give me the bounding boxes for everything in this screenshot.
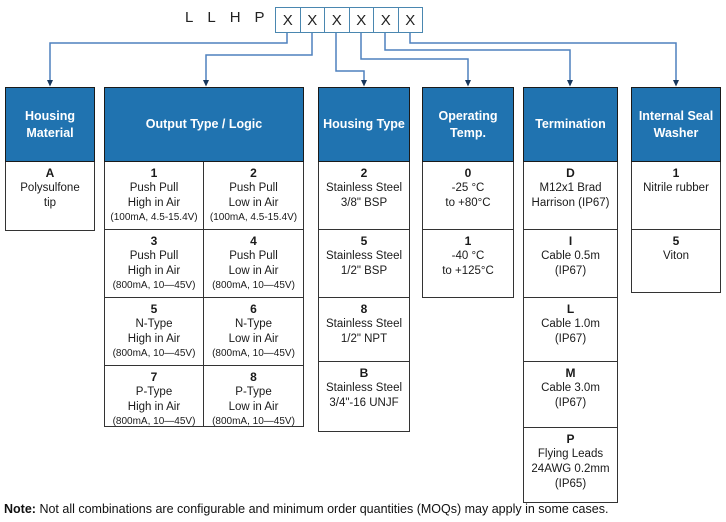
option-line: (800mA, 10—45V) xyxy=(212,348,295,359)
option-cell-I xyxy=(523,230,618,298)
prefix-letter: P xyxy=(254,9,265,26)
connector-lines xyxy=(0,0,726,90)
option-line: P-Type xyxy=(235,386,272,398)
option-line: High in Air xyxy=(127,197,181,209)
placeholder-box: X xyxy=(398,8,423,32)
option-cell-L xyxy=(523,298,618,362)
column-header-housing-type: Housing Type xyxy=(318,87,410,162)
option-cell-P xyxy=(523,428,618,503)
option-line: (100mA, 4.5-15.4V) xyxy=(209,212,298,223)
prefix-letter: L xyxy=(207,9,216,26)
option-line: 1/2" BSP xyxy=(340,265,388,277)
option-cell-5 xyxy=(631,230,721,293)
option-cell-6 xyxy=(204,298,304,366)
column-operating-temp xyxy=(422,87,514,298)
option-code: 1 xyxy=(464,234,472,248)
option-line: Stainless Steel xyxy=(325,250,403,262)
connector-box4-to-operating-temp xyxy=(361,33,468,80)
option-code: 1 xyxy=(672,166,680,180)
option-line: N-Type xyxy=(234,318,273,330)
option-line: Low in Air xyxy=(228,333,279,345)
option-cell-8 xyxy=(318,298,410,362)
option-line: Push Pull xyxy=(229,182,278,194)
option-code: L xyxy=(566,302,575,316)
option-cell-1 xyxy=(631,162,721,230)
column-housing-material xyxy=(5,87,95,231)
placeholder-box: X xyxy=(324,8,349,32)
option-line: Stainless Steel xyxy=(325,318,403,330)
option-row xyxy=(104,162,304,230)
option-code: 2 xyxy=(250,166,257,180)
option-line: Flying Leads xyxy=(537,448,604,460)
option-line: Low in Air xyxy=(228,197,279,209)
option-row xyxy=(104,366,304,427)
placeholder-box: X xyxy=(282,11,293,29)
option-line: M12x1 Brad xyxy=(539,182,602,194)
option-code: 2 xyxy=(360,166,368,180)
option-cell-2 xyxy=(204,162,304,230)
connector-box2-to-output-type xyxy=(206,33,312,80)
option-line: Push Pull xyxy=(129,182,179,194)
option-cell-A xyxy=(5,162,95,231)
option-line: Viton xyxy=(662,250,689,262)
option-code: M xyxy=(565,366,576,380)
option-line: -25 °C xyxy=(451,182,485,194)
column-header-operating-temp: Operating Temp. xyxy=(422,87,514,162)
option-line: (800mA, 10—45V) xyxy=(112,416,196,427)
option-cell-8 xyxy=(204,366,304,427)
column-header-output-type-logic: Output Type / Logic xyxy=(104,87,304,162)
footnote xyxy=(4,502,608,516)
option-cell-5 xyxy=(104,298,204,366)
option-line: Cable 0.5m xyxy=(541,250,600,262)
option-line: (IP67) xyxy=(554,397,587,409)
option-line: 24AWG 0.2mm xyxy=(531,463,610,475)
footnote-text: Not all combinations are configurable and minimum order quantities (MOQs) may apply in some cases. xyxy=(39,502,609,516)
option-cell-M xyxy=(523,362,618,428)
option-line: Nitrile rubber xyxy=(643,182,709,194)
option-line: High in Air xyxy=(127,401,181,413)
option-code: 7 xyxy=(150,370,158,384)
option-row xyxy=(104,230,304,298)
option-code: P xyxy=(566,432,575,446)
option-line: Harrison (IP67) xyxy=(531,197,610,209)
option-cell-1 xyxy=(422,230,514,298)
option-line: Low in Air xyxy=(228,401,279,413)
option-cell-0 xyxy=(422,162,514,230)
option-line: High in Air xyxy=(127,265,181,277)
option-cell-1 xyxy=(104,162,204,230)
option-code: D xyxy=(566,166,575,180)
option-cell-2 xyxy=(318,162,410,230)
option-row xyxy=(104,298,304,366)
option-line: Low in Air xyxy=(228,265,279,277)
option-line: to +80°C xyxy=(445,197,491,209)
option-line: (IP65) xyxy=(554,478,587,490)
option-cell-4 xyxy=(204,230,304,298)
connector-box5-to-termination xyxy=(385,33,570,80)
option-line: (IP67) xyxy=(554,265,587,277)
option-code: 5 xyxy=(360,234,368,248)
option-line: Stainless Steel xyxy=(325,182,403,194)
option-line: 3/4"-16 UNJF xyxy=(329,397,399,409)
placeholder-box: X xyxy=(349,8,374,32)
column-housing-type xyxy=(318,87,410,432)
option-line: High in Air xyxy=(127,333,181,345)
option-line: 3/8" BSP xyxy=(340,197,388,209)
option-code: 6 xyxy=(250,302,257,316)
option-cell-5 xyxy=(318,230,410,298)
option-line: P-Type xyxy=(135,386,173,398)
option-line: (800mA, 10—45V) xyxy=(212,416,295,427)
placeholder-box: X xyxy=(373,8,398,32)
option-line: Push Pull xyxy=(129,250,179,262)
footnote-label: Note: xyxy=(4,502,36,516)
option-line: Push Pull xyxy=(229,250,278,262)
connector-box1-to-housing-material xyxy=(50,33,287,80)
prefix-letter: L xyxy=(185,9,194,26)
option-line: -40 °C xyxy=(451,250,485,262)
option-cell-D xyxy=(523,162,618,230)
option-code: 4 xyxy=(250,234,257,248)
option-line: (800mA, 10—45V) xyxy=(112,348,196,359)
option-line: to +125°C xyxy=(442,265,494,277)
placeholder-box: X xyxy=(300,8,325,32)
option-code: I xyxy=(568,234,573,248)
connector-box3-to-housing-type xyxy=(336,33,364,80)
option-line: (100mA, 4.5-15.4V) xyxy=(110,212,198,223)
option-code: 3 xyxy=(150,234,158,248)
option-line: (800mA, 10—45V) xyxy=(212,280,295,291)
option-line: Cable 1.0m xyxy=(541,318,600,330)
column-header-termination: Termination xyxy=(523,87,618,162)
option-code: 8 xyxy=(250,370,257,384)
option-code: 8 xyxy=(360,302,368,316)
option-cell-3 xyxy=(104,230,204,298)
column-header-internal-seal-washer: Internal Seal Washer xyxy=(631,87,721,162)
option-line: tip xyxy=(43,197,57,209)
option-cell-7 xyxy=(104,366,204,427)
option-code: 5 xyxy=(672,234,680,248)
option-line: Cable 3.0m xyxy=(541,382,600,394)
option-cell-B xyxy=(318,362,410,432)
option-code: B xyxy=(359,366,369,380)
option-code: A xyxy=(45,166,55,180)
connector-box6-to-internal-seal-washer xyxy=(410,33,676,80)
option-code: 1 xyxy=(150,166,158,180)
column-termination xyxy=(523,87,618,503)
option-line: Polysulfone xyxy=(20,182,80,194)
column-header-housing-material: Housing Material xyxy=(5,87,95,162)
option-code: 0 xyxy=(464,166,472,180)
option-line: N-Type xyxy=(135,318,173,330)
option-code: 5 xyxy=(150,302,158,316)
column-internal-seal-washer xyxy=(631,87,721,293)
option-line: 1/2" NPT xyxy=(340,333,388,345)
prefix-letter: H xyxy=(229,9,241,26)
option-line: (800mA, 10—45V) xyxy=(112,280,196,291)
column-output-type-logic xyxy=(104,87,304,427)
option-line: (IP67) xyxy=(554,333,587,345)
option-line: Stainless Steel xyxy=(325,382,403,394)
